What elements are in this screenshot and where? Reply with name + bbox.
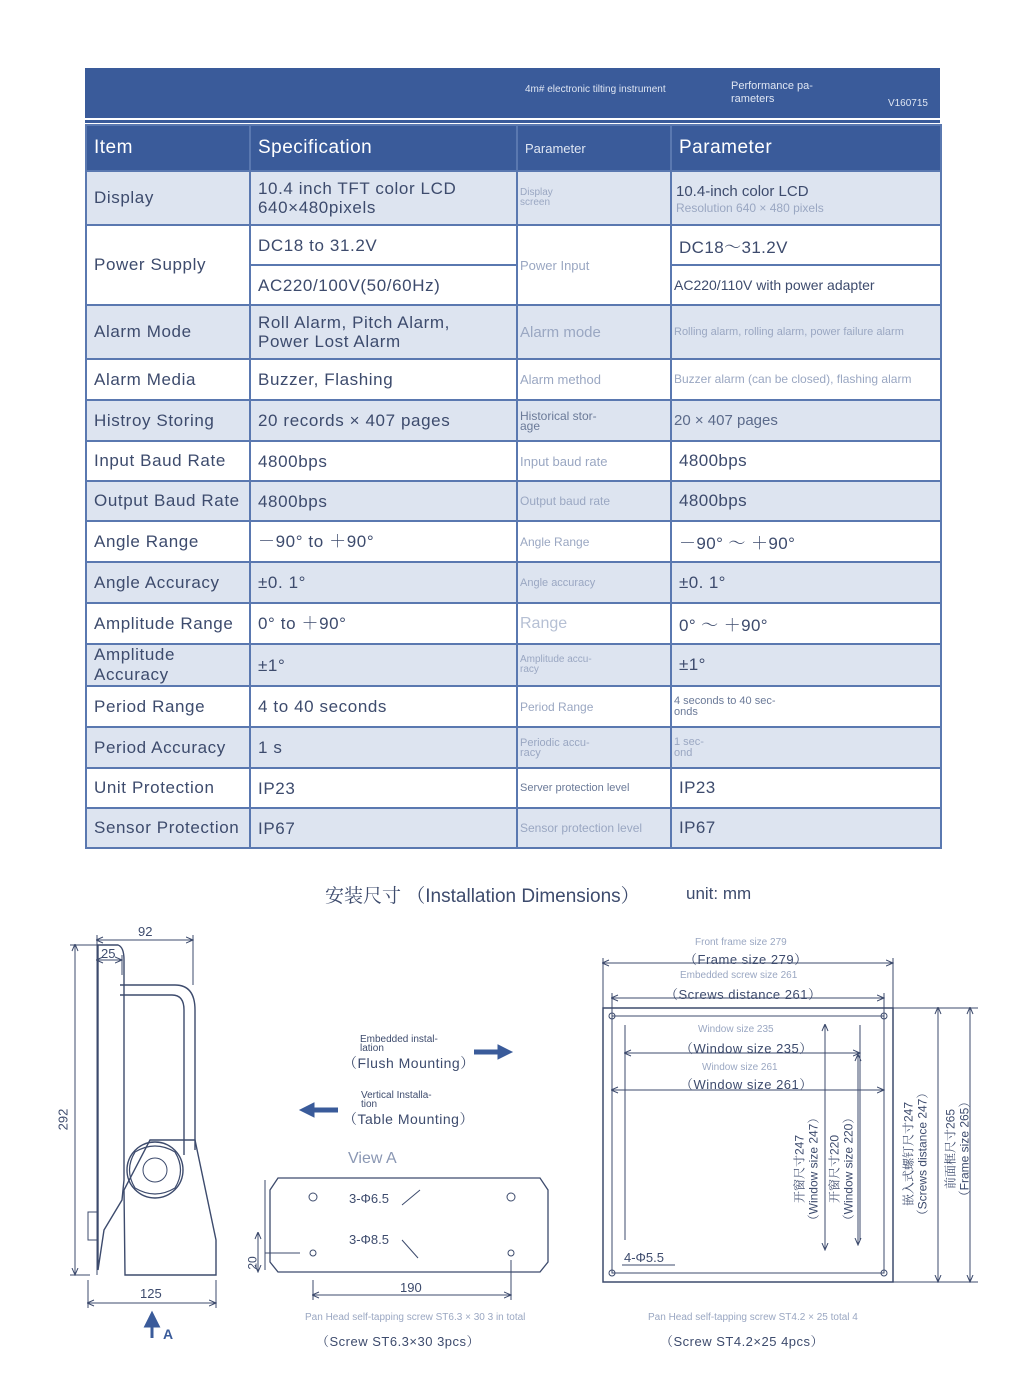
window220-vertical-label: 开窗尺寸220 （Window size 220） [827, 1111, 856, 1227]
row-item: Alarm Media [86, 359, 250, 400]
header-parameter-cn: Parameter [517, 125, 671, 171]
row-item: Amplitude Range [86, 603, 250, 644]
header-version: V160715 [887, 98, 928, 109]
row-spec: 4800bps [250, 481, 517, 521]
row-spec-2: AC220/100V(50/60Hz) [250, 265, 517, 305]
hole-label-1: 3-Φ6.5 [349, 1191, 390, 1206]
row-spec: IP67 [250, 808, 517, 848]
row-param-cn: Input baud rate [517, 441, 671, 481]
row-param-main: 10.4-inch color LCD [676, 182, 809, 200]
holes-label: 4-Φ5.5 [624, 1250, 665, 1265]
row-spec: ±1° [250, 644, 517, 686]
row-param: IP23 [671, 768, 941, 808]
row-param: 4800bps [671, 481, 941, 521]
frame-label-cn: Front frame size 279 [695, 937, 787, 948]
row-param: Rolling alarm, rolling alarm, power failure alarm [671, 305, 941, 359]
table-label-cn: Vertical Installa- tion [361, 1090, 432, 1110]
dim-190: 190 [400, 1280, 422, 1295]
row-param-cn: Range [517, 603, 671, 644]
dim-20: 20 [245, 1256, 260, 1270]
row-param: ±0. 1° [671, 562, 941, 603]
row-spec: 10.4 inch TFT color LCD 640×480pixels [250, 171, 517, 225]
row-param: Buzzer alarm (can be closed), flashing alarm [671, 359, 941, 400]
table-label: （Table Mounting） [343, 1111, 474, 1127]
side-view [70, 935, 216, 1308]
row-param: DC18～31.2V [671, 225, 941, 265]
window261-label: （Window size 261） [680, 1077, 813, 1092]
frame265-vertical-label: 前面框尺寸265 （Frame size 265） [943, 1095, 972, 1203]
row-spec: 1 s [250, 727, 517, 768]
row-item: Alarm Mode [86, 305, 250, 359]
row-item: Angle Accuracy [86, 562, 250, 603]
row-spec: Buzzer, Flashing [250, 359, 517, 400]
screws247-vertical-label: 嵌入式螺钉尺寸247 （Screws distance 247） [901, 1086, 930, 1222]
row-param-cn: Display screen [517, 171, 671, 225]
row-param-cn: Alarm mode [517, 305, 671, 359]
row-item: Output Baud Rate [86, 481, 250, 521]
screw-note-left: （Screw ST6.3×30 3pcs） [316, 1334, 481, 1349]
screw-note-cn-right: Pan Head self-tapping screw ST4.2 × 25 total 4 [648, 1312, 858, 1323]
header-specification: Specification [250, 125, 517, 171]
row-item: Angle Range [86, 521, 250, 562]
row-item: Amplitude Accuracy [86, 644, 250, 686]
window247-vertical-label: 开窗尺寸247 （Window size 247） [792, 1111, 821, 1227]
row-item: Histroy Storing [86, 400, 250, 441]
row-item: Period Accuracy [86, 727, 250, 768]
row-item: Unit Protection [86, 768, 250, 808]
row-spec: 4 to 40 seconds [250, 686, 517, 727]
install-title: 安装尺寸 （Installation Dimensions） [325, 886, 640, 907]
dim-92: 92 [138, 924, 153, 939]
row-spec: 4800bps [250, 441, 517, 481]
header-item: Item [86, 125, 250, 171]
row-item: Input Baud Rate [86, 441, 250, 481]
row-param-cn: Server protection level [517, 768, 671, 808]
row-param-cn: Periodic accu- racy [517, 727, 671, 768]
row-param-cn: Historical stor- age [517, 400, 671, 441]
window261-label-cn: Window size 261 [702, 1062, 778, 1073]
row-item: Power Supply [86, 225, 250, 305]
header-subtitle: 4m# electronic tilting instrument [525, 84, 666, 95]
row-item: Display [86, 171, 250, 225]
flush-label: （Flush Mounting） [343, 1055, 475, 1071]
dim-125: 125 [140, 1286, 162, 1301]
window235-label: （Window size 235） [680, 1041, 813, 1056]
row-spec: 20 records × 407 pages [250, 400, 517, 441]
screws-label-cn: Embedded screw size 261 [680, 970, 798, 981]
row-param-2: AC220/110V with power adapter [671, 265, 941, 305]
row-param-sub: Resolution 640 × 480 pixels [676, 200, 824, 215]
row-param: －90° ～ ＋90° [671, 521, 941, 562]
row-spec: DC18 to 31.2V [250, 225, 517, 265]
row-spec: IP23 [250, 768, 517, 808]
header-parameter: Parameter [671, 125, 941, 171]
row-param: 1 sec- ond [671, 727, 941, 768]
view-a-label: View A [348, 1150, 397, 1167]
view-arrow-label: A [163, 1326, 174, 1342]
dim-292: 292 [55, 1108, 71, 1131]
row-param-cn: Angle Range [517, 521, 671, 562]
row-spec: ±0. 1° [250, 562, 517, 603]
row-param-cn: Sensor protection level [517, 808, 671, 848]
dim-25: 25 [101, 946, 116, 961]
row-spec: Roll Alarm, Pitch Alarm, Power Lost Alarm [250, 305, 517, 359]
row-param: IP67 [671, 808, 941, 848]
row-param: 4800bps [671, 441, 941, 481]
row-param: ±1° [671, 644, 941, 686]
row-item: Sensor Protection [86, 808, 250, 848]
screws-label: （Screws distance 261） [665, 987, 822, 1002]
hole-label-2: 3-Φ8.5 [349, 1232, 390, 1247]
row-param: 20 × 407 pages [671, 400, 941, 441]
unit-label: unit: mm [686, 884, 752, 903]
row-spec: －90° to ＋90° [250, 521, 517, 562]
row-param-cn: Angle accuracy [517, 562, 671, 603]
frame-label: （Frame size 279） [684, 952, 808, 967]
header-perf-label: Performance pa- rameters [731, 80, 813, 105]
window235-label-cn: Window size 235 [698, 1024, 774, 1035]
row-param-cn: Power Input [517, 225, 671, 305]
flush-label-cn: Embedded instal- lation [360, 1034, 438, 1054]
screw-note-right: （Screw ST4.2×25 4pcs） [660, 1334, 825, 1349]
row-param: 0° ～ ＋90° [671, 603, 941, 644]
row-spec: 0° to ＋90° [250, 603, 517, 644]
row-param-cn: Alarm method [517, 359, 671, 400]
row-param-cn: Period Range [517, 686, 671, 727]
row-item: Period Range [86, 686, 250, 727]
row-param: 4 seconds to 40 sec- onds [671, 686, 941, 727]
row-param-cn: Amplitude accu- racy [517, 644, 671, 686]
row-param-cn: Output baud rate [517, 481, 671, 521]
screw-note-cn-left: Pan Head self-tapping screw ST6.3 × 30 3 in total [305, 1312, 526, 1323]
